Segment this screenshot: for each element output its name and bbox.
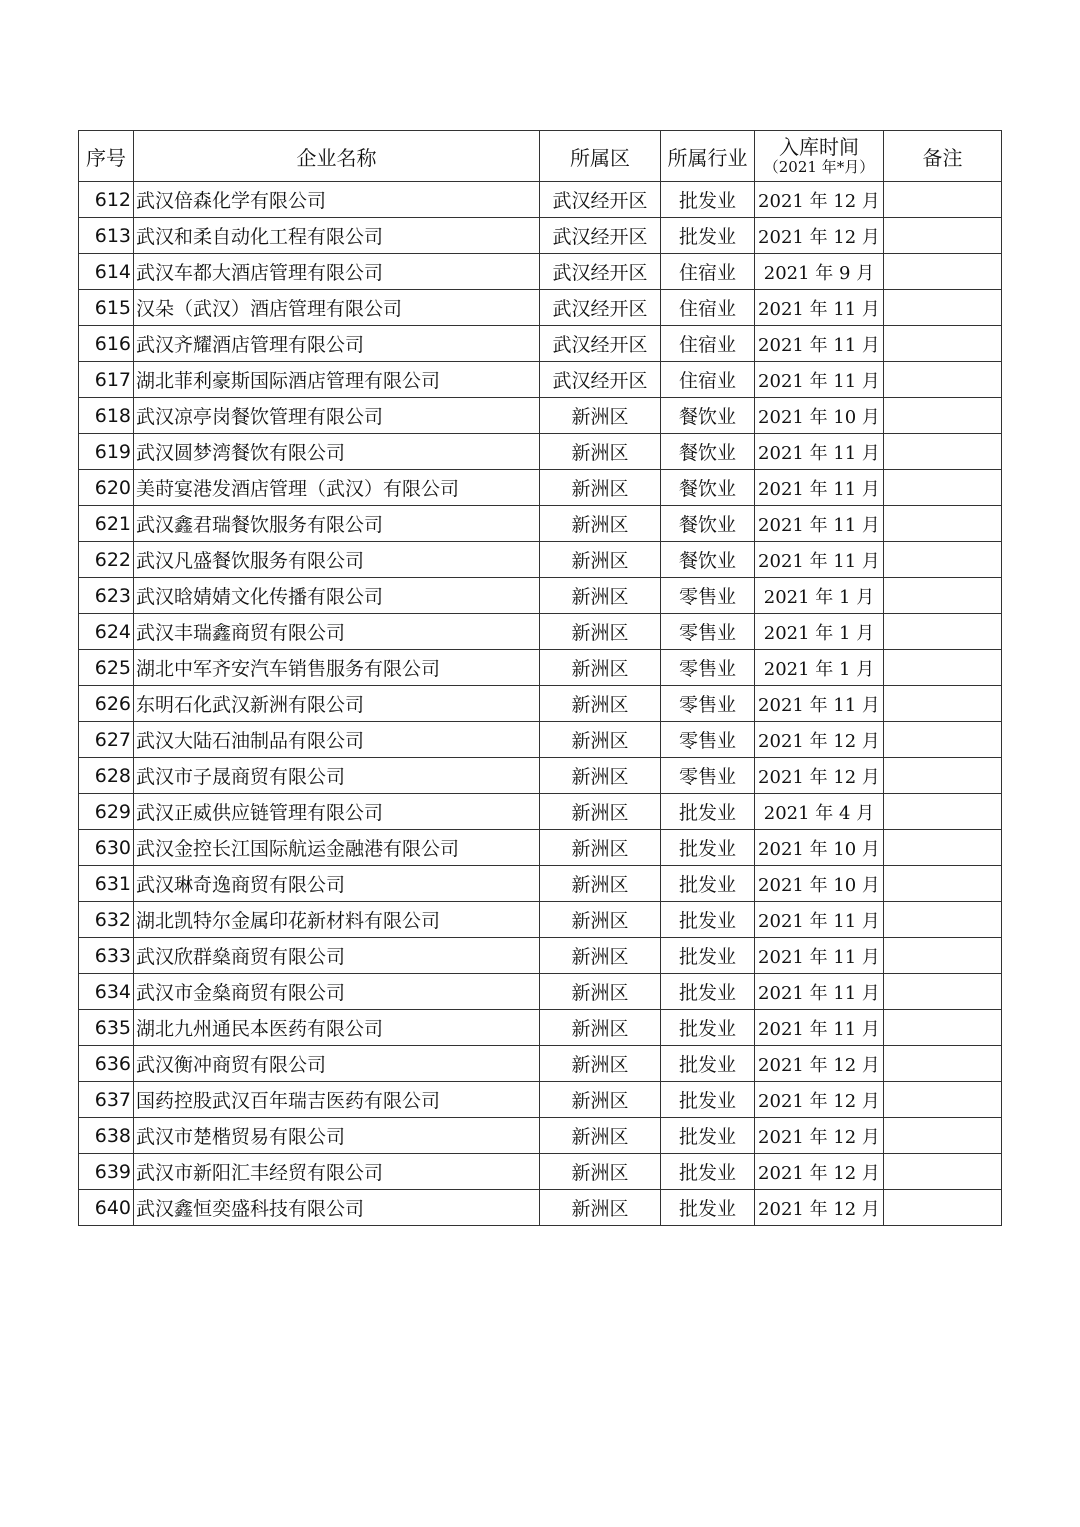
cell-industry: 住宿业 (661, 254, 755, 290)
cell-note (884, 614, 1002, 650)
cell-district: 新洲区 (540, 542, 661, 578)
cell-name: 武汉和柔自动化工程有限公司 (134, 218, 540, 254)
cell-no: 631 (79, 866, 134, 902)
cell-note (884, 326, 1002, 362)
table-row (79, 506, 1002, 542)
header-note: 备注 (884, 131, 1002, 182)
table-row (79, 1010, 1002, 1046)
table-row (79, 1118, 1002, 1154)
cell-no: 637 (79, 1082, 134, 1118)
cell-district: 新洲区 (540, 650, 661, 686)
cell-note (884, 650, 1002, 686)
cell-industry: 批发业 (661, 830, 755, 866)
cell-industry: 餐饮业 (661, 398, 755, 434)
cell-industry: 批发业 (661, 974, 755, 1010)
cell-no: 621 (79, 506, 134, 542)
cell-industry: 批发业 (661, 1154, 755, 1190)
header-time-label: 入库时间 (779, 135, 859, 159)
cell-district: 新洲区 (540, 1118, 661, 1154)
cell-time: 2021 年 4 月 (755, 794, 884, 830)
table-row (79, 578, 1002, 614)
cell-no: 626 (79, 686, 134, 722)
cell-industry: 餐饮业 (661, 434, 755, 470)
cell-industry: 零售业 (661, 722, 755, 758)
cell-note (884, 686, 1002, 722)
cell-note (884, 290, 1002, 326)
cell-time: 2021 年 12 月 (755, 758, 884, 794)
cell-note (884, 470, 1002, 506)
cell-no: 632 (79, 902, 134, 938)
cell-name: 武汉琳奇逸商贸有限公司 (134, 866, 540, 902)
cell-note (884, 938, 1002, 974)
cell-no: 613 (79, 218, 134, 254)
cell-note (884, 182, 1002, 218)
cell-industry: 批发业 (661, 182, 755, 218)
cell-note (884, 398, 1002, 434)
cell-name: 武汉齐耀酒店管理有限公司 (134, 326, 540, 362)
cell-time: 2021 年 10 月 (755, 398, 884, 434)
table-row (79, 758, 1002, 794)
cell-name: 武汉市新阳汇丰经贸有限公司 (134, 1154, 540, 1190)
cell-district: 新洲区 (540, 758, 661, 794)
table-body (79, 182, 1002, 1226)
cell-name: 武汉丰瑞鑫商贸有限公司 (134, 614, 540, 650)
cell-industry: 批发业 (661, 1118, 755, 1154)
cell-time: 2021 年 11 月 (755, 326, 884, 362)
cell-time: 2021 年 11 月 (755, 362, 884, 398)
table-row (79, 866, 1002, 902)
cell-no: 634 (79, 974, 134, 1010)
cell-district: 武汉经开区 (540, 326, 661, 362)
cell-name: 武汉晗婧婧文化传播有限公司 (134, 578, 540, 614)
cell-time: 2021 年 9 月 (755, 254, 884, 290)
cell-time: 2021 年 11 月 (755, 1010, 884, 1046)
cell-industry: 住宿业 (661, 362, 755, 398)
cell-no: 627 (79, 722, 134, 758)
cell-no: 638 (79, 1118, 134, 1154)
cell-no: 629 (79, 794, 134, 830)
cell-name: 东明石化武汉新洲有限公司 (134, 686, 540, 722)
cell-industry: 零售业 (661, 686, 755, 722)
cell-time: 2021 年 11 月 (755, 974, 884, 1010)
cell-time: 2021 年 11 月 (755, 506, 884, 542)
cell-note (884, 902, 1002, 938)
header-row (79, 131, 1002, 182)
cell-time: 2021 年 10 月 (755, 866, 884, 902)
cell-note (884, 722, 1002, 758)
cell-industry: 住宿业 (661, 290, 755, 326)
cell-no: 614 (79, 254, 134, 290)
cell-no: 628 (79, 758, 134, 794)
table-row (79, 326, 1002, 362)
cell-note (884, 362, 1002, 398)
table-row (79, 794, 1002, 830)
table-row (79, 362, 1002, 398)
cell-district: 新洲区 (540, 614, 661, 650)
cell-name: 武汉车都大酒店管理有限公司 (134, 254, 540, 290)
cell-district: 新洲区 (540, 866, 661, 902)
table-row (79, 254, 1002, 290)
cell-district: 新洲区 (540, 1190, 661, 1226)
cell-industry: 批发业 (661, 902, 755, 938)
cell-district: 武汉经开区 (540, 218, 661, 254)
cell-note (884, 794, 1002, 830)
cell-district: 新洲区 (540, 902, 661, 938)
cell-no: 635 (79, 1010, 134, 1046)
table-row (79, 218, 1002, 254)
cell-note (884, 1154, 1002, 1190)
cell-time: 2021 年 12 月 (755, 1154, 884, 1190)
cell-time: 2021 年 11 月 (755, 686, 884, 722)
cell-no: 633 (79, 938, 134, 974)
enterprise-table (78, 130, 1002, 1226)
table-row (79, 1046, 1002, 1082)
cell-industry: 批发业 (661, 218, 755, 254)
cell-time: 2021 年 11 月 (755, 434, 884, 470)
cell-name: 武汉鑫君瑞餐饮服务有限公司 (134, 506, 540, 542)
cell-time: 2021 年 1 月 (755, 578, 884, 614)
table-row (79, 614, 1002, 650)
cell-time: 2021 年 12 月 (755, 1190, 884, 1226)
cell-time: 2021 年 11 月 (755, 902, 884, 938)
cell-no: 630 (79, 830, 134, 866)
table-row (79, 974, 1002, 1010)
cell-industry: 批发业 (661, 794, 755, 830)
cell-time: 2021 年 11 月 (755, 290, 884, 326)
cell-district: 新洲区 (540, 1154, 661, 1190)
cell-district: 武汉经开区 (540, 362, 661, 398)
cell-note (884, 434, 1002, 470)
cell-time: 2021 年 12 月 (755, 1046, 884, 1082)
cell-industry: 批发业 (661, 866, 755, 902)
table-row (79, 650, 1002, 686)
cell-name: 汉朵（武汉）酒店管理有限公司 (134, 290, 540, 326)
cell-note (884, 1118, 1002, 1154)
cell-note (884, 830, 1002, 866)
cell-note (884, 1046, 1002, 1082)
cell-name: 武汉鑫恒奕盛科技有限公司 (134, 1190, 540, 1226)
cell-name: 国药控股武汉百年瑞吉医药有限公司 (134, 1082, 540, 1118)
cell-no: 612 (79, 182, 134, 218)
cell-industry: 零售业 (661, 650, 755, 686)
table-row (79, 434, 1002, 470)
cell-no: 619 (79, 434, 134, 470)
cell-district: 新洲区 (540, 578, 661, 614)
table-row (79, 542, 1002, 578)
cell-time: 2021 年 1 月 (755, 614, 884, 650)
cell-time: 2021 年 12 月 (755, 1118, 884, 1154)
cell-name: 武汉衡冲商贸有限公司 (134, 1046, 540, 1082)
cell-industry: 批发业 (661, 1046, 755, 1082)
cell-time: 2021 年 10 月 (755, 830, 884, 866)
cell-district: 新洲区 (540, 470, 661, 506)
cell-district: 武汉经开区 (540, 254, 661, 290)
table-row (79, 938, 1002, 974)
header-no: 序号 (79, 131, 134, 182)
table-row (79, 1082, 1002, 1118)
cell-district: 武汉经开区 (540, 182, 661, 218)
header-district: 所属区 (540, 131, 661, 182)
cell-name: 武汉圆梦湾餐饮有限公司 (134, 434, 540, 470)
cell-name: 美莳宴港发酒店管理（武汉）有限公司 (134, 470, 540, 506)
cell-industry: 餐饮业 (661, 506, 755, 542)
cell-note (884, 974, 1002, 1010)
cell-no: 622 (79, 542, 134, 578)
cell-no: 617 (79, 362, 134, 398)
table-row (79, 722, 1002, 758)
table-row (79, 686, 1002, 722)
cell-time: 2021 年 11 月 (755, 938, 884, 974)
cell-name: 武汉倍森化学有限公司 (134, 182, 540, 218)
header-time-format: （2021 年*月） (763, 158, 875, 176)
cell-district: 新洲区 (540, 974, 661, 1010)
cell-industry: 零售业 (661, 578, 755, 614)
cell-district: 新洲区 (540, 686, 661, 722)
cell-name: 武汉市子晟商贸有限公司 (134, 758, 540, 794)
table-row (79, 182, 1002, 218)
cell-note (884, 866, 1002, 902)
cell-no: 625 (79, 650, 134, 686)
cell-no: 618 (79, 398, 134, 434)
cell-district: 新洲区 (540, 434, 661, 470)
cell-district: 新洲区 (540, 1046, 661, 1082)
cell-name: 武汉市楚楷贸易有限公司 (134, 1118, 540, 1154)
cell-name: 武汉大陆石油制品有限公司 (134, 722, 540, 758)
cell-note (884, 578, 1002, 614)
cell-note (884, 254, 1002, 290)
cell-no: 636 (79, 1046, 134, 1082)
header-time (755, 131, 884, 182)
cell-name: 武汉市金燊商贸有限公司 (134, 974, 540, 1010)
cell-name: 武汉金控长江国际航运金融港有限公司 (134, 830, 540, 866)
cell-district: 新洲区 (540, 1010, 661, 1046)
cell-district: 新洲区 (540, 1082, 661, 1118)
cell-name: 武汉欣群燊商贸有限公司 (134, 938, 540, 974)
cell-industry: 零售业 (661, 614, 755, 650)
cell-district: 新洲区 (540, 830, 661, 866)
cell-industry: 住宿业 (661, 326, 755, 362)
cell-district: 新洲区 (540, 722, 661, 758)
cell-note (884, 1190, 1002, 1226)
header-industry: 所属行业 (661, 131, 755, 182)
cell-no: 624 (79, 614, 134, 650)
cell-name: 湖北九州通民本医药有限公司 (134, 1010, 540, 1046)
cell-industry: 批发业 (661, 1190, 755, 1226)
cell-industry: 批发业 (661, 1082, 755, 1118)
cell-industry: 批发业 (661, 938, 755, 974)
cell-note (884, 542, 1002, 578)
table-row (79, 902, 1002, 938)
table-row (79, 290, 1002, 326)
cell-industry: 批发业 (661, 1010, 755, 1046)
table-row (79, 398, 1002, 434)
cell-time: 2021 年 12 月 (755, 722, 884, 758)
cell-name: 武汉凉亭岗餐饮管理有限公司 (134, 398, 540, 434)
cell-no: 615 (79, 290, 134, 326)
cell-name: 湖北中军齐安汽车销售服务有限公司 (134, 650, 540, 686)
cell-note (884, 1082, 1002, 1118)
cell-no: 640 (79, 1190, 134, 1226)
cell-note (884, 1010, 1002, 1046)
cell-no: 639 (79, 1154, 134, 1190)
table-row (79, 1154, 1002, 1190)
cell-time: 2021 年 12 月 (755, 1082, 884, 1118)
cell-industry: 零售业 (661, 758, 755, 794)
cell-district: 武汉经开区 (540, 290, 661, 326)
cell-industry: 餐饮业 (661, 542, 755, 578)
cell-note (884, 218, 1002, 254)
cell-time: 2021 年 11 月 (755, 470, 884, 506)
header-name: 企业名称 (134, 131, 540, 182)
cell-name: 武汉凡盛餐饮服务有限公司 (134, 542, 540, 578)
cell-district: 新洲区 (540, 794, 661, 830)
cell-name: 武汉正威供应链管理有限公司 (134, 794, 540, 830)
cell-district: 新洲区 (540, 938, 661, 974)
cell-time: 2021 年 12 月 (755, 218, 884, 254)
cell-time: 2021 年 11 月 (755, 542, 884, 578)
cell-no: 623 (79, 578, 134, 614)
table-row (79, 1190, 1002, 1226)
cell-name: 湖北菲利豪斯国际酒店管理有限公司 (134, 362, 540, 398)
cell-industry: 餐饮业 (661, 470, 755, 506)
cell-district: 新洲区 (540, 398, 661, 434)
cell-district: 新洲区 (540, 506, 661, 542)
table-header (79, 131, 1002, 182)
table-row (79, 470, 1002, 506)
cell-no: 616 (79, 326, 134, 362)
cell-no: 620 (79, 470, 134, 506)
cell-time: 2021 年 12 月 (755, 182, 884, 218)
cell-name: 湖北凯特尔金属印花新材料有限公司 (134, 902, 540, 938)
cell-time: 2021 年 1 月 (755, 650, 884, 686)
cell-note (884, 506, 1002, 542)
table-row (79, 830, 1002, 866)
cell-note (884, 758, 1002, 794)
